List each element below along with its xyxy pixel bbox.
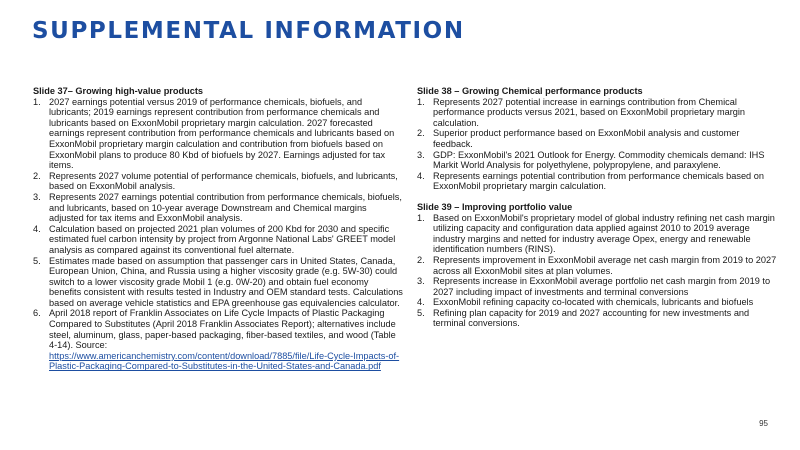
item-text: GDP: ExxonMobil's 2021 Outlook for Energy. Commodity chemicals demand: IHS Markit World Analysis for polyethylene, polypropylene, and paraxylene. (433, 149, 765, 171)
list-item (33, 256, 403, 309)
item-number: 4. (417, 297, 425, 308)
item-number: 5. (33, 255, 41, 266)
item-number: 5. (417, 307, 425, 318)
list-item (417, 128, 777, 149)
item-number: 4. (33, 223, 41, 234)
list-item (33, 97, 403, 171)
slide-38-section (417, 86, 777, 192)
list-item (417, 150, 777, 171)
item-number: 1. (417, 212, 425, 223)
item-text: Based on ExxonMobil's proprietary model of global industry refining net cash margin utilizing capacity and configuration data applied against 2010 to 2019 average industry margins and netted for industry average Opex, energy and renewable identification numbers (RINS). (433, 212, 775, 255)
section-heading: Slide 38 – Growing Chemical performance products (417, 86, 643, 96)
item-text: Represents 2027 potential increase in earnings contribution from Chemical performance products versus 2021, based on ExxonMobil proprietary margin calculation. (433, 96, 746, 128)
footnote-list (33, 97, 403, 372)
item-number: 1. (33, 96, 41, 107)
item-text: Represents improvement in ExxonMobil average net cash margin from 2019 to 2027 across all ExxonMobil sites at plan volumes. (433, 254, 777, 276)
footnote-list (417, 97, 777, 192)
list-item (417, 276, 777, 297)
item-text: ExxonMobil refining capacity co-located with chemicals, lubricants and biofuels (433, 297, 754, 308)
list-item (417, 171, 777, 192)
footnote-list (417, 213, 777, 330)
item-number: 1. (417, 96, 425, 107)
item-number: 2. (417, 254, 425, 265)
left-column (33, 86, 403, 382)
item-number: 2. (33, 170, 41, 181)
section-heading: Slide 37– Growing high-value products (33, 86, 203, 96)
list-item (417, 213, 777, 255)
item-number: 2. (417, 128, 425, 139)
item-text: Estimates made based on assumption that passenger cars in United States, Canada, European Union, China, and Russia using a higher viscosity grade (e.g. 5W-30) could switch to a lower viscosity grade Mobil 1 (e.g. 0W-20) and obtain fuel economy benefits consistent with results tested in Industry and OEM standard tests. Calculations based on average vehicle statistics and EPA greenhouse gas equivalencies calculator. (49, 255, 403, 308)
slide-37-section (33, 86, 403, 372)
list-item (33, 308, 403, 372)
item-number: 3. (33, 191, 41, 202)
item-number: 3. (417, 276, 425, 287)
item-number: 6. (33, 308, 41, 319)
item-text: Represents earnings potential contribution from performance chemicals based on ExxonMobil proprietary margin calculation. (433, 170, 764, 192)
item-text: Refining plan capacity for 2019 and 2027 accounting for new investments and terminal conversions. (433, 307, 750, 329)
page-number: 95 (759, 419, 768, 428)
item-text-wrap (49, 308, 403, 372)
item-text: Represents 2027 earnings potential contribution from performance chemicals, biofuels, and lubricants, based on 10-year average Downstream and Chemical margins adjusted for tax items and ExxonMobil analysis. (49, 191, 402, 224)
right-column (417, 86, 777, 339)
list-item (33, 171, 403, 192)
list-item (417, 97, 777, 129)
item-text: Represents 2027 volume potential of performance chemicals, biofuels, and lubricants, based on ExxonMobil analysis. (49, 170, 398, 192)
item-text: Calculation based on projected 2021 plan volumes of 200 Kbd for 2030 and specific estimated fuel carbon intensity by project from Argonne National Labs' GREET model analysis as compared against its conventional fuel alternate. (49, 223, 396, 255)
list-item (33, 224, 403, 256)
item-number: 4. (417, 170, 425, 181)
item-text: Superior product performance based on ExxonMobil analysis and customer feedback. (433, 128, 740, 149)
item-text: April 2018 report of Franklin Associates on Life Cycle Impacts of Plastic Packaging Compared to Substitutes (April 2018 Franklin Associates Report); alternatives include steel, aluminum, glass, paper-based packaging, fiber-based textiles, and wood (Table 4-14). Source: (49, 308, 396, 351)
item-text: Represents increase in ExxonMobil average portfolio net cash margin from 2019 to 2027 including impact of investments and terminal conversions (433, 276, 771, 297)
item-text: 2027 earnings potential versus 2019 of performance chemicals, biofuels, and lubricants; 2019 earnings represent contribution from performance chemicals and lubricants based on ExxonMobil proprietary margin calculation. 2027 forecasted earnings represent contribution from performance chemicals and lubricants based on ExxonMobil proprietary margin calculation and contribution from biofuels based on ExxonMobil plans to produce 80 Kbd of biofuels by 2027. Earnings adjusted for tax items. (49, 96, 395, 171)
slide-39-section (417, 202, 777, 329)
list-item (417, 308, 777, 329)
list-item (33, 192, 403, 224)
list-item (417, 255, 777, 276)
source-link[interactable]: https://www.americanchemistry.com/content/download/7885/file/Life-Cycle-Impacts-of-Plastic-Packaging-Compared-to-Substitutes-in-the-United-States-and-Canada.pdf (49, 350, 400, 372)
page-title: SUPPLEMENTAL INFORMATION (32, 18, 465, 44)
item-number: 3. (417, 149, 425, 160)
list-item (417, 297, 777, 308)
section-heading: Slide 39 – Improving portfolio value (417, 201, 573, 212)
